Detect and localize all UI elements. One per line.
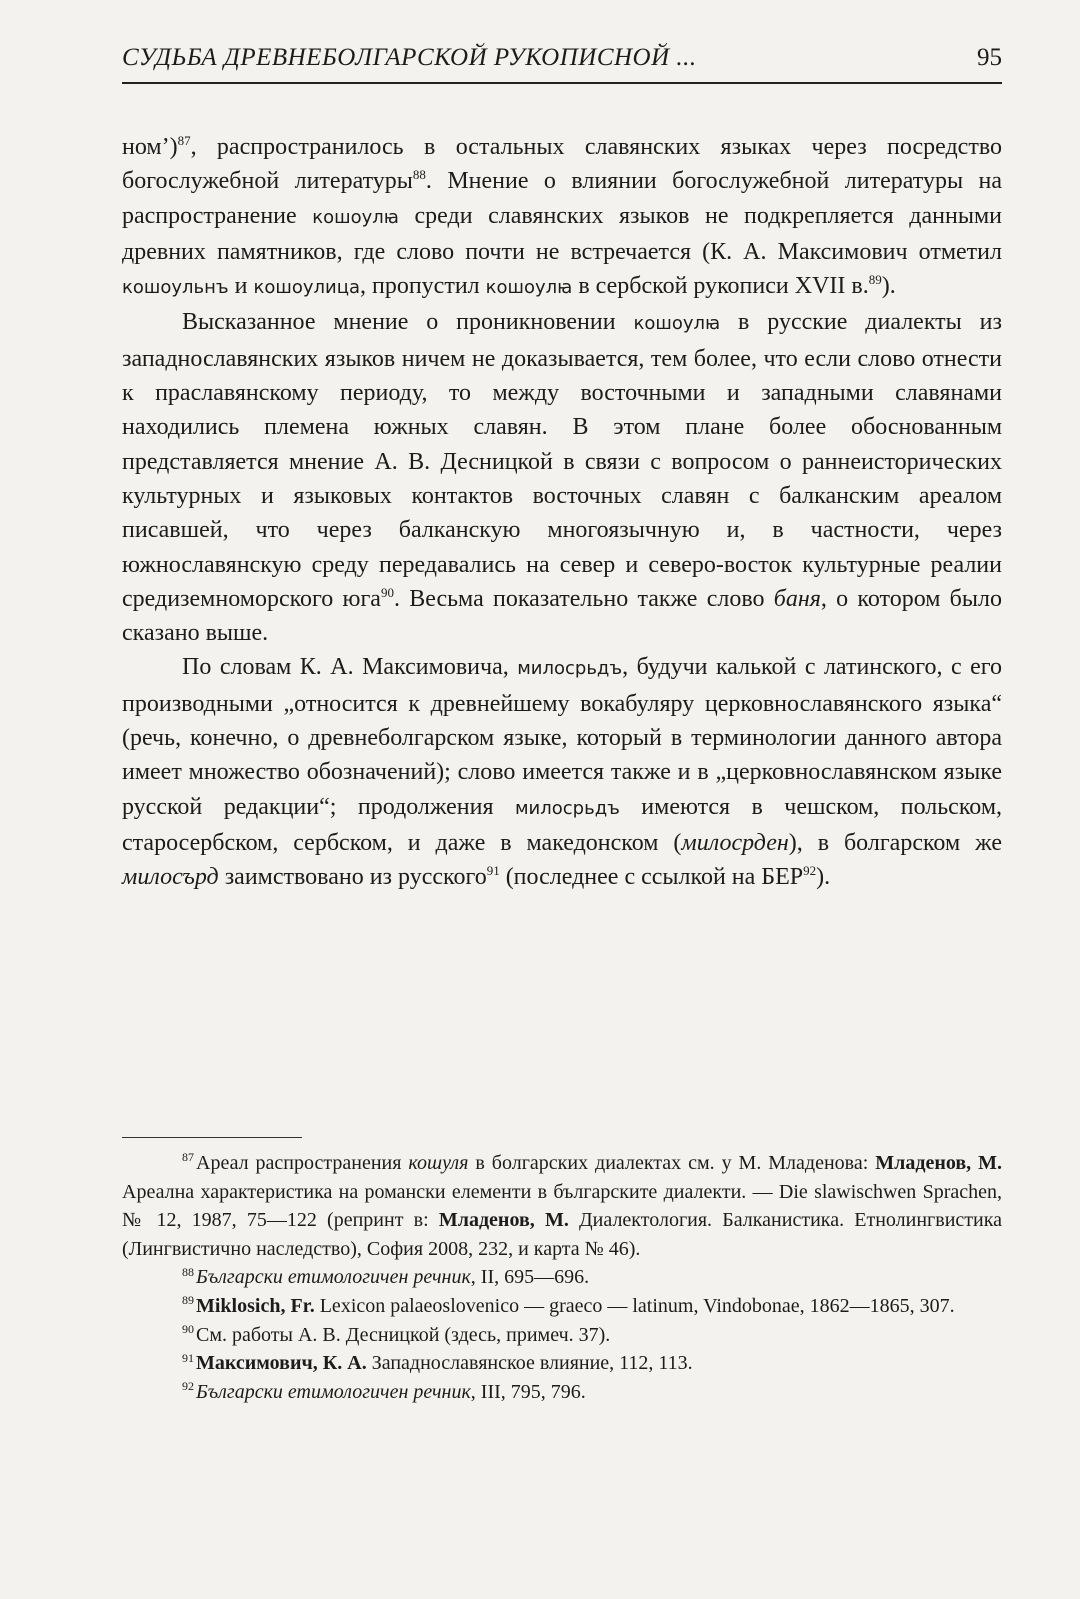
footnote-ref-89[interactable]: 89 xyxy=(868,272,882,288)
text: , III, 795, 796. xyxy=(470,1380,586,1403)
text: ). xyxy=(881,273,896,300)
text: и xyxy=(228,273,254,300)
text: , о котором было сказано выше. xyxy=(122,585,1002,647)
text: Западнославянское влияние, 112, 113. xyxy=(366,1352,693,1375)
main-text xyxy=(122,130,1002,895)
footnote-ref-92[interactable]: 92 xyxy=(803,863,817,879)
footnote-divider xyxy=(122,1137,302,1138)
footnote-number: 91 xyxy=(182,1350,194,1365)
running-title: СУДЬБА ДРЕВНЕБОЛГАРСКОЙ РУКОПИСНОЙ ... xyxy=(122,44,697,71)
footnote-89 xyxy=(122,1292,1002,1321)
text: , II, 695—696. xyxy=(470,1266,590,1289)
text: По словам К. А. Максимовича, xyxy=(182,654,518,681)
old-slavonic-word: кошоулꙗ xyxy=(633,313,721,335)
text: . Весьма показательно также слово xyxy=(393,585,774,612)
text: в сербской рукописи XVII в. xyxy=(572,273,869,300)
italic-term: кошуля xyxy=(408,1152,469,1174)
old-slavonic-word: милосрьдъ xyxy=(517,658,623,680)
footnote-number: 87 xyxy=(182,1150,194,1165)
italic-title: Български етимологичен речник xyxy=(196,1380,471,1403)
italic-title: Български етимологичен речник xyxy=(196,1266,471,1289)
footnote-ref-88[interactable]: 88 xyxy=(412,167,426,183)
footnotes xyxy=(122,1149,1002,1406)
footnote-ref-90[interactable]: 90 xyxy=(380,584,394,600)
text: , будучи калькой с латинского, с его производными „относится к древнейшему вокабуляру церковнославянского языка“ (речь, конечно, о древнеболгарском языке, который в терминологии данного автора имеет множество обозначений); слово имеется также и в „церковнославянском языке русской редакции“; продолжения xyxy=(122,654,1002,820)
footnote-ref-91[interactable]: 91 xyxy=(486,863,500,879)
text: заимствовано из русского xyxy=(218,864,487,891)
author-name: Младенов, М. xyxy=(438,1209,569,1232)
text: (последнее с ссылкой на БЕР xyxy=(499,864,804,891)
text: Ареална характеристика на романски елементи в българските диалекти. — Die slawischwen Sprachen, № 12, 1987, 75—122 (репринт в: xyxy=(122,1180,1002,1232)
footnote-88 xyxy=(122,1263,1002,1292)
paragraph-3 xyxy=(122,650,1002,894)
text: в русские диалекты из западнославянских языков ничем не доказывается, тем более, что если слово отнести к праславянскому периоду, то между восточными и западными славянами находились племена южных славян. В этом плане более обоснованным представляется мнение А. В. Десницкой в связи с вопросом о раннеисторических культурных и языковых контактов восточных славян с балканским ареалом писавшей, что через балканскую многоязычную и, в частности, через южнославянскую среду передавались на север и северо-восток культурные реалии средиземноморского юга xyxy=(122,309,1002,612)
footnote-number: 88 xyxy=(182,1264,194,1279)
text: Ареал распространения xyxy=(196,1152,409,1174)
text: ), в болгарском же xyxy=(788,829,1002,856)
running-header xyxy=(122,38,1002,84)
old-slavonic-word: кошоулꙗ xyxy=(485,277,573,299)
author-name: Miklosich, Fr. xyxy=(196,1294,315,1317)
text: , распространилось в остальных славянских языках через посредство богослужебной литературы xyxy=(122,134,1002,195)
text: ном’) xyxy=(122,134,178,160)
text: Высказанное мнение о проникновении xyxy=(182,309,634,336)
italic-term: милосърд xyxy=(122,864,219,891)
old-slavonic-word: кошоульнъ xyxy=(122,277,229,299)
text: ). xyxy=(816,864,831,891)
text: , пропустил xyxy=(359,273,486,300)
text: Диалектология. Балканистика. Етнолингвистика (Лингвистично наследство), София 2008, 232, и карта № 46). xyxy=(122,1209,1003,1260)
footnote-number: 92 xyxy=(182,1379,194,1394)
paragraph-2 xyxy=(122,305,1002,650)
text: . Мнение о влиянии богослужебной литературы на распространение xyxy=(122,168,1002,229)
text: См. работы А. В. Десницкой (здесь, примеч. 37). xyxy=(196,1323,611,1346)
footnote-87 xyxy=(122,1149,1002,1263)
footnote-number: 90 xyxy=(182,1321,194,1336)
italic-term: баня xyxy=(773,585,821,612)
footnote-90 xyxy=(122,1321,1002,1350)
footnote-92 xyxy=(122,1378,1002,1407)
page-number: 95 xyxy=(977,44,1002,71)
author-name: Максимович, К. А. xyxy=(196,1352,367,1375)
text: Lexicon palaeoslovenico — graeco — latinum, Vindobonae, 1862—1865, 307. xyxy=(314,1294,955,1317)
text: в болгарских диалектах см. у М. Младенова: xyxy=(468,1152,876,1174)
paragraph-1 xyxy=(122,130,1002,305)
footnote-ref-87[interactable]: 87 xyxy=(177,133,191,148)
text: имеются в чешском, польском, старосербском, сербском, и даже в македонском ( xyxy=(122,793,1003,856)
author-name: Младенов, М. xyxy=(875,1152,1002,1174)
footnote-number: 89 xyxy=(182,1293,194,1308)
footnote-91 xyxy=(122,1349,1002,1378)
old-slavonic-word: милосрьдъ xyxy=(514,797,620,819)
old-slavonic-word: кошоулица xyxy=(253,277,360,299)
old-slavonic-word: кошоулꙗ xyxy=(312,206,399,228)
text: среди славянских языков не подкрепляется данными древних памятников, где слово почти не встречается (К. А. Максимович отметил xyxy=(122,202,1002,265)
italic-term: милосрден xyxy=(681,829,789,856)
